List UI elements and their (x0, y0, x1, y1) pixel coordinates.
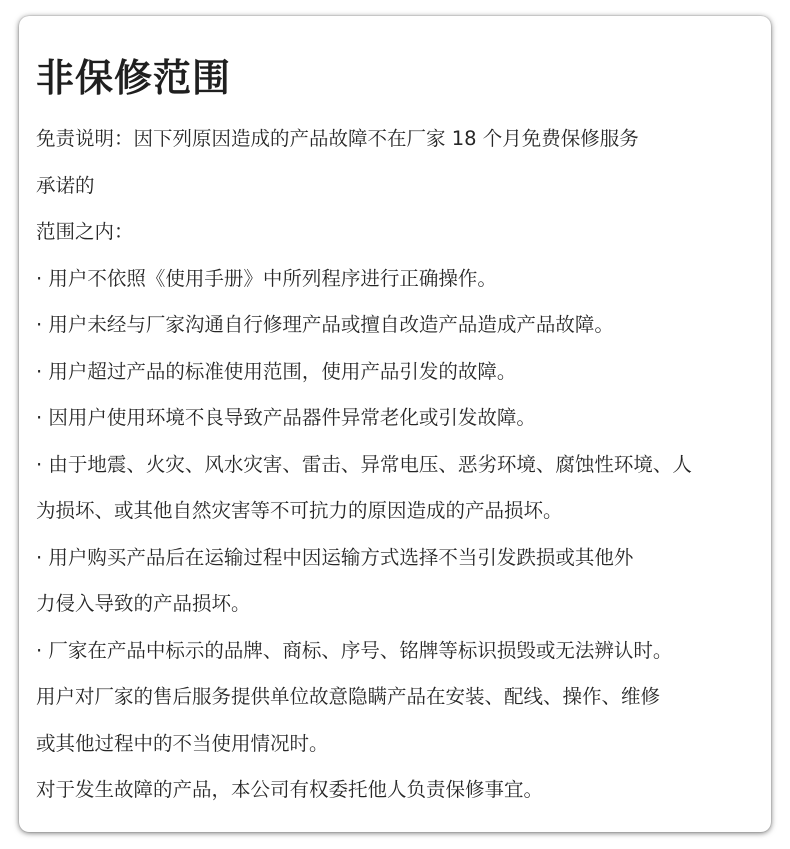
text-line: 用户对厂家的售后服务提供单位故意隐瞒产品在安装、配线、操作、维修 (36, 685, 661, 708)
text-line-disclaimer: 免责说明：因下列原因造成的产品故障不在厂家 18 个月免费保修服务 (36, 127, 639, 150)
exclusion-item: · 用户超过产品的标准使用范围，使用产品引发的故障。 (36, 359, 517, 383)
exclusion-item: · 厂家在产品中标示的品牌、商标、序号、铭牌等标识损毁或无法辨认时。 (36, 638, 673, 662)
text-line: 为损坏、或其他自然灾害等不可抗力的原因造成的产品损坏。 (36, 499, 563, 522)
text-line: 或其他过程中的不当使用情况时。 (36, 731, 329, 755)
exclusion-item: · 用户购买产品后在运输过程中因运输方式选择不当引发跌损或其他外 (36, 545, 634, 569)
exclusion-item: · 由于地震、火灾、风水灾害、雷击、异常电压、恶劣环境、腐蚀性环境、人 (36, 452, 692, 476)
text-line: 力侵入导致的产品损坏。 (36, 592, 251, 615)
exclusion-item: · 用户未经与厂家沟通自行修理产品或擅自改造产品造成产品故障。 (36, 313, 614, 336)
text-line: 范围之内： (36, 220, 134, 243)
warranty-exclusion-card (19, 16, 771, 832)
text-line: 承诺的 (36, 173, 95, 197)
text-line: 对于发生故障的产品，本公司有权委托他人负责保修事宜。 (36, 778, 544, 801)
exclusion-text (36, 116, 771, 814)
exclusion-item: · 因用户使用环境不良导致产品器件异常老化或引发故障。 (36, 406, 536, 429)
exclusion-item: · 用户不依照《使用手册》中所列程序进行正确操作。 (36, 266, 497, 290)
page-title: 非保修范围 (36, 56, 232, 100)
